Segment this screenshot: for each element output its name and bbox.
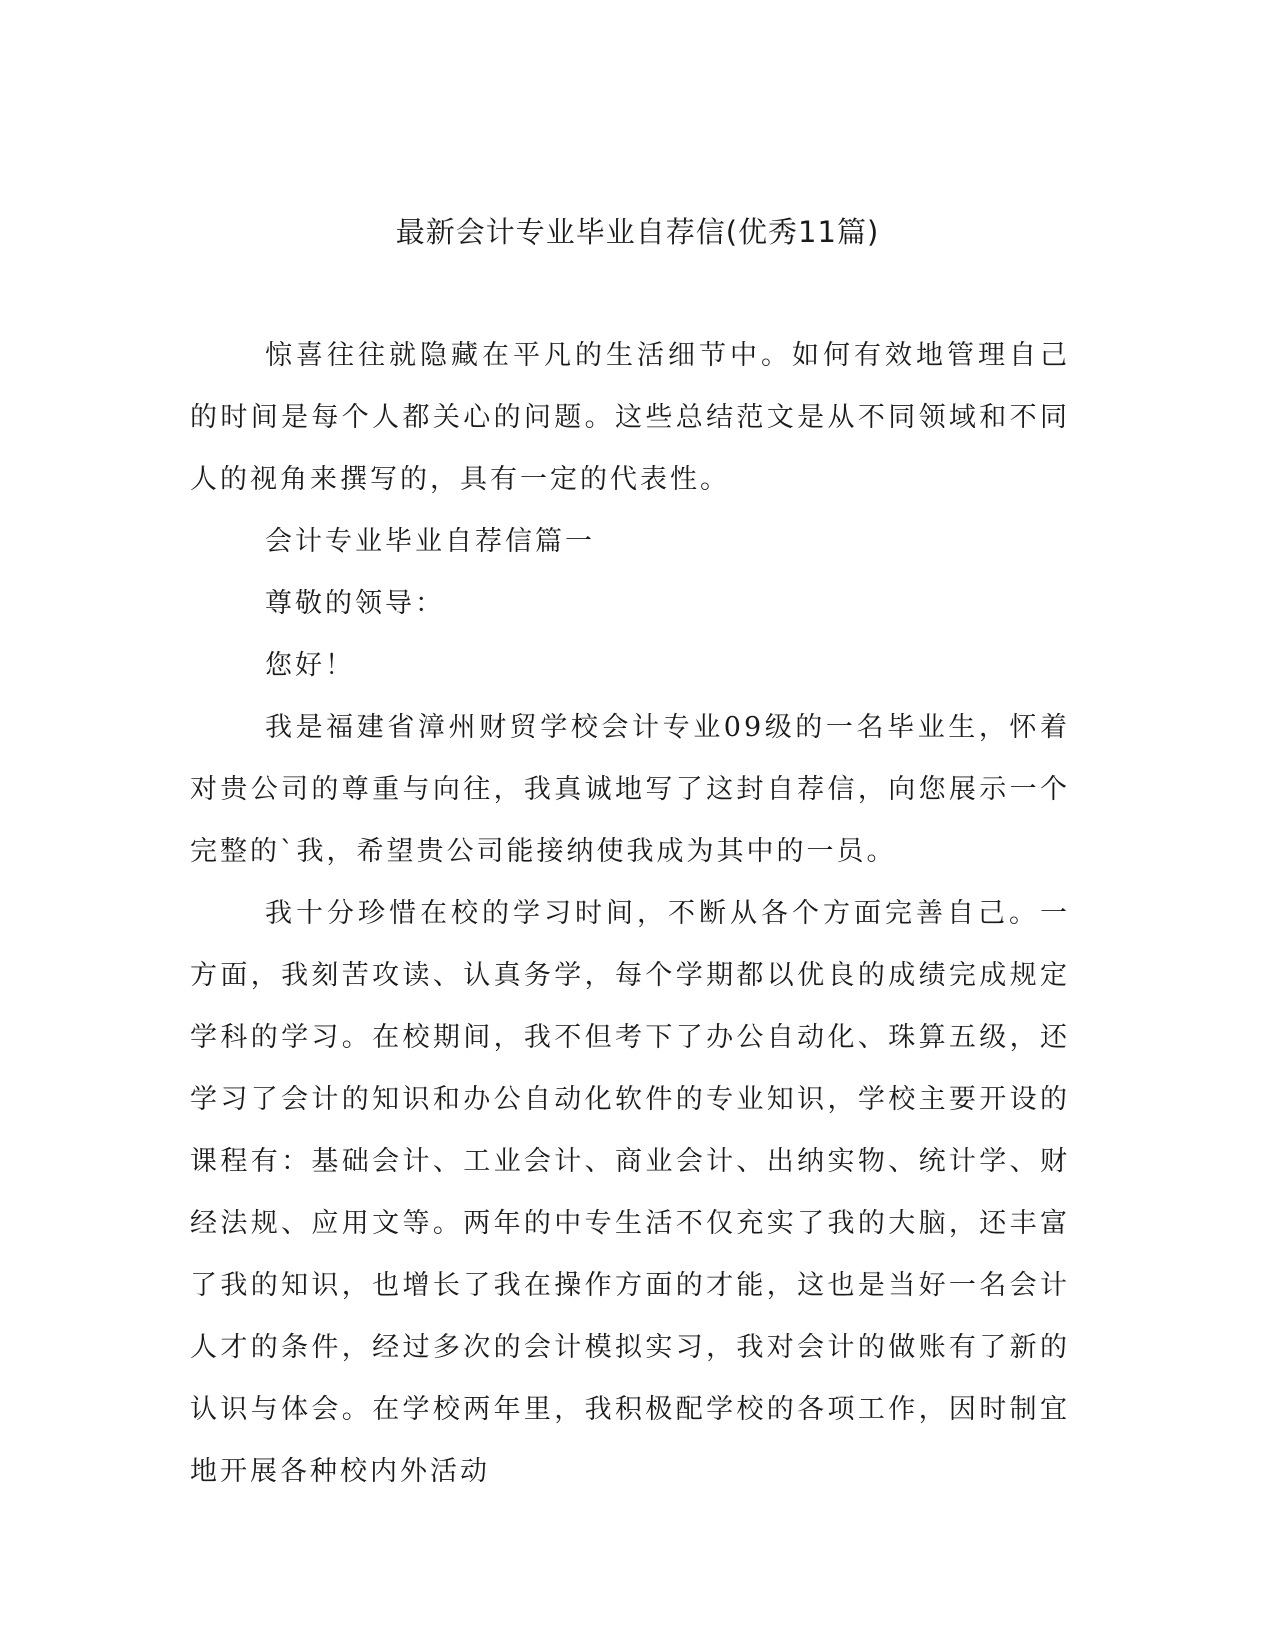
body-paragraph: 我十分珍惜在校的学习时间，不断从各个方面完善自己。一方面，我刻苦攻读、认真务学，每个学期都以优良的成绩完成规定学科的学习。在校期间，我不但考下了办公自动化、珠算五级，还学习了会计的知识和办公自动化软件的专业知识，学校主要开设的课程有：基础会计、工业会计、商业会计、出纳实物、统计学、财经法规、应用文等。两年的中专生活不仅充实了我的大脑，还丰富了我的知识，也增长了我在操作方面的才能，这也是当好一名会计人才的条件，经过多次的会计模拟实习，我对会计的做账有了新的认识与体会。在学校两年里，我积极配学校的各项工作，因时制宜地开展各种校内外活动 (190, 898, 1070, 1487)
section-heading: 会计专业毕业自荐信篇一 (265, 526, 595, 557)
salutation: 尊敬的领导： (265, 588, 445, 619)
document-title: 最新会计专业毕业自荐信(优秀11篇) (395, 215, 880, 249)
greeting: 您好！ (265, 650, 355, 681)
body-paragraph: 我是福建省漳州财贸学校会计专业09级的一名毕业生，怀着对贵公司的尊重与向往，我真诚地写了这封自荐信，向您展示一个完整的`我，希望贵公司能接纳使我成为其中的一员。 (190, 712, 1070, 867)
document-body (190, 325, 1070, 1503)
intro-paragraph: 惊喜往往就隐藏在平凡的生活细节中。如何有效地管理自己的时间是每个人都关心的问题。这些总结范文是从不同领域和不同人的视角来撰写的，具有一定的代表性。 (190, 340, 1070, 495)
